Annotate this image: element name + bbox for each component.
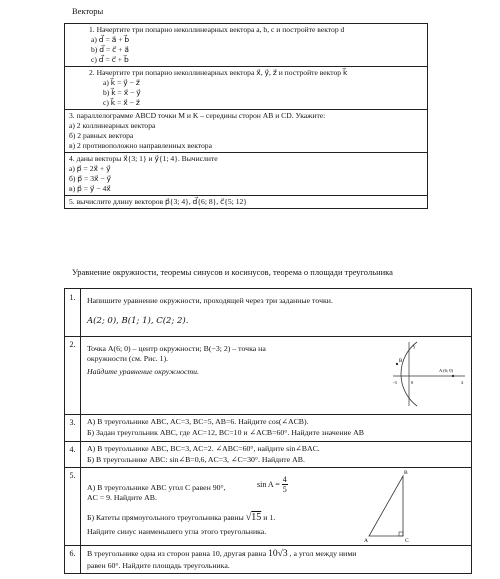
row-2-num: 2. [65,336,81,414]
row-6-tail: , а угол между ними [289,549,357,558]
row-1-points: A(2; 0), B(1; 1), C(2; 2). [87,316,189,326]
vectors-table [64,23,428,209]
task-1-text: 1. Начертите три попарно неколлинеарных вектора a, b, c и постройте вектор d [89,25,345,34]
triangle [369,476,403,536]
row-6-num: 6. [65,545,81,573]
task-3 [65,110,427,153]
row-5-b-line-1 [87,513,311,523]
point-b [396,363,398,365]
right-angle-mark [399,532,403,536]
geometry-table [64,288,472,574]
center-point [452,375,454,377]
row-2-line-3: Найдите уравнение окружности. [87,367,199,376]
circle-figure [391,340,467,408]
row-5 [65,467,471,546]
task-4-c: в) p⃗ = y⃗ − 4x⃗ [69,184,111,193]
sin-den: 5 [282,485,287,494]
task-4 [65,153,427,196]
minus-three-label: -3 [393,380,397,385]
b-label: B [399,359,403,364]
row-4-b: Б) В треугольнике ABC: sin∠B=0,6, AC=3, ∠C=30°. Найдите AB. [87,455,305,464]
task-2-text: 2. Начертите три попарно неколлинеарных вектора x⃗, y⃗, z⃗ и постройте вектор k⃗ [89,68,348,77]
triangle-figure [361,468,419,544]
row-1 [65,289,471,337]
task-1 [65,24,427,67]
x-label: x [461,381,464,386]
row-4 [65,441,471,468]
task-1-a: a) d⃗ = a⃗ + b⃗ [91,35,130,44]
row-6-text: В треугольнике одна из сторон равна 10, другая равна [87,549,267,558]
row-6 [65,545,471,573]
y-label: y [413,345,416,350]
row-5-a-line-2: AC = 9. Найдите AB. [87,493,157,502]
row-6-line-1 [87,549,465,559]
sqrt-value: 15 [251,512,262,523]
task-1-b: b) d⃗ = c⃗ + a⃗ [91,45,130,54]
task-3-c: в) 2 противоположно направленных вектора [69,141,212,150]
task-4-b: б) p⃗ = 3x⃗ − y⃗ [69,174,112,183]
row-5-b-line-2: Найдите синус наименьшего угла этого треугольника. [87,527,267,536]
section-title-vectors: Векторы [72,6,104,16]
origin-label: 0 [411,380,414,385]
task-2 [65,67,427,110]
row-2-line-1: Точка A(6; 0) – центр окружности; B(−3; 2) – точка на [87,344,266,353]
sqrt-symbol: √15 [245,512,262,523]
task-3-text: 3. параллелограмме ABCD точки M и K – середины сторон AB и CD. Укажите: [69,111,326,120]
row-1-num: 1. [65,289,81,336]
task-5-text: 5. вычислите длину векторов p⃗{3; 4}, d⃗{6; 8}, c⃗{5; 12} [69,197,247,206]
sin-num: 4 [282,475,287,484]
task-1-c: c) d⃗ = c⃗ + b⃗ [91,55,129,64]
task-2-b: b) k⃗ = x⃗ − y⃗ [103,88,141,97]
row-3-b: Б) Задан треугольник ABC, где AC=12, BC=10 и ∠ACB=60°. Найдите значение AB [87,428,364,437]
row-6-expr: 10√3 [268,549,288,559]
row-5-b-tail: и 1. [263,513,276,522]
row-5-num: 5. [65,467,81,545]
row-2-line-2: окружности (см. Рис. 1). [87,354,169,363]
task-4-a: а) p⃗ = 2x⃗ + y⃗ [69,164,111,173]
task-5 [65,196,427,208]
row-3 [65,414,471,442]
sin-fraction [282,475,288,494]
sin-lhs: sin A = [257,480,280,489]
row-4-a: А) В треугольнике ABC, BC=3, AC=2. ∠ABC=60°, найдите sin∠BAC. [87,444,320,453]
row-2 [65,336,471,415]
task-4-text: 4. даны векторы x⃗{3; 1} и y⃗{1; 4}. Вычислите [69,154,218,163]
row-3-num: 3. [65,414,81,441]
task-3-b: б) 2 равных вектора [69,131,134,140]
row-3-a: А) В треугольнике ABC, AC=3, BC=5, AB=6. Найдите cos(∠ACB). [87,417,309,426]
task-2-c: c) k⃗ = x⃗ − z⃗ [103,98,140,107]
section-title-circle: Уравнение окружности, теоремы синусов и косинусов, теорема о площади треугольника [72,267,393,277]
task-2-a: a) k⃗ = y⃗ − z⃗ [103,78,140,87]
sin-formula [257,475,288,494]
a-label: A (6; 0) [439,368,453,373]
row-1-text: Напишите уравнение окружности, проходящей через три заданные точки. [87,296,333,305]
vertex-c: C [405,538,409,544]
row-6-line-2: равен 60°. Найдите площадь треугольника. [87,561,230,570]
row-5-b-text: Б) Катеты прямоугольного треугольника равны [87,513,244,522]
row-4-num: 4. [65,441,81,467]
row-5-a-line-1: А) В треугольнике ABC угол C равен 90°, [87,483,226,492]
vertex-b: B [404,470,408,476]
vertex-a: A [364,538,368,544]
task-3-a: а) 2 коллинеарных вектора [69,121,156,130]
